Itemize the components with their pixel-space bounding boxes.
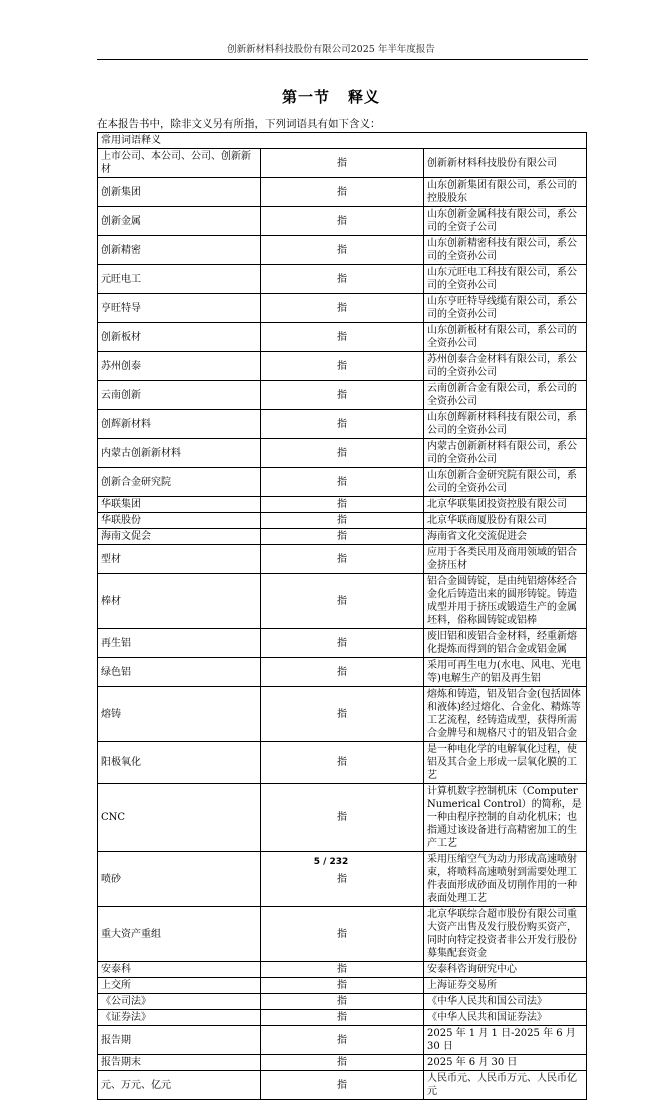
term-cell: 创辉新材料: [98, 410, 261, 439]
table-row: [98, 381, 587, 410]
ref-cell: 指: [261, 658, 424, 687]
table-row: [98, 978, 587, 994]
ref-cell: 指: [261, 513, 424, 529]
table-row: [98, 742, 587, 784]
term-cell: 上市公司、本公司、公司、创新新材: [98, 149, 261, 178]
table-row: [98, 207, 587, 236]
table-row: [98, 545, 587, 574]
term-cell: 阳极氧化: [98, 742, 261, 784]
definition-cell: 山东创新板材有限公司，系公司的全资孙公司: [424, 323, 587, 352]
table-row: [98, 1055, 587, 1071]
definition-cell: 2025 年 1 月 1 日-2025 年 6 月 30 日: [424, 1026, 587, 1055]
table-row: [98, 962, 587, 978]
header-divider: [97, 59, 588, 60]
ref-cell: 指: [261, 994, 424, 1010]
term-cell: 安泰科: [98, 962, 261, 978]
definition-cell: 北京华联商厦股份有限公司: [424, 513, 587, 529]
table-row: [98, 323, 587, 352]
table-row: [98, 574, 587, 629]
table-row: [98, 629, 587, 658]
ref-cell: 指: [261, 1055, 424, 1071]
term-cell: 报告期: [98, 1026, 261, 1055]
ref-cell: 指: [261, 784, 424, 852]
ref-cell: 指: [261, 352, 424, 381]
term-cell: 创新集团: [98, 178, 261, 207]
term-cell: 亨旺特导: [98, 294, 261, 323]
ref-cell: 指: [261, 574, 424, 629]
table-row: [98, 907, 587, 962]
term-cell: 绿色铝: [98, 658, 261, 687]
term-cell: 苏州创泰: [98, 352, 261, 381]
definition-cell: 是一种电化学的电解氧化过程，使铝及其合金上形成一层氧化膜的工艺: [424, 742, 587, 784]
table-row: [98, 497, 587, 513]
term-cell: 华联股份: [98, 513, 261, 529]
term-cell: 云南创新: [98, 381, 261, 410]
table-row: [98, 687, 587, 742]
definition-cell: 铝合金圆铸锭，是由纯铝熔体经合金化后铸造出来的圆形铸锭。铸造成型并用于挤压或锻造生产的金属坯料，俗称圆铸锭或铝棒: [424, 574, 587, 629]
term-cell: 《公司法》: [98, 994, 261, 1010]
ref-cell: 指: [261, 687, 424, 742]
term-cell: 再生铝: [98, 629, 261, 658]
table-heading-row: [98, 133, 587, 149]
definition-cell: 人民币元、人民币万元、人民币亿元: [424, 1071, 587, 1100]
table-row: [98, 1071, 587, 1100]
table-row: [98, 529, 587, 545]
term-cell: 创新板材: [98, 323, 261, 352]
ref-cell: 指: [261, 529, 424, 545]
ref-cell: 指: [261, 1010, 424, 1026]
ref-cell: 指: [261, 381, 424, 410]
ref-cell: 指: [261, 545, 424, 574]
ref-cell: 指: [261, 978, 424, 994]
table-row: [98, 784, 587, 852]
ref-cell: 指: [261, 742, 424, 784]
ref-cell: 指: [261, 178, 424, 207]
definition-cell: 上海证券交易所: [424, 978, 587, 994]
definition-cell: 云南创新合金有限公司，系公司的全资孙公司: [424, 381, 587, 410]
definition-cell: 内蒙古创新新材料有限公司，系公司的全资孙公司: [424, 439, 587, 468]
table-heading: 常用词语释义: [98, 133, 587, 149]
ref-cell: 指: [261, 1026, 424, 1055]
ref-cell: 指: [261, 410, 424, 439]
ref-cell: 指: [261, 907, 424, 962]
definition-cell: 山东创辉新材料科技有限公司，系公司的全资孙公司: [424, 410, 587, 439]
definition-cell: 山东亨旺特导线缆有限公司，系公司的全资孙公司: [424, 294, 587, 323]
definition-cell: 北京华联综合超市股份有限公司重大资产出售及发行股份购买资产，同时向特定投资者非公开发行股份募集配套资金: [424, 907, 587, 962]
section-number: 第一节: [281, 88, 330, 106]
definition-cell: 山东创新金属科技有限公司，系公司的全资子公司: [424, 207, 587, 236]
definition-cell: 山东元旺电工科技有限公司，系公司的全资孙公司: [424, 265, 587, 294]
table-row: [98, 265, 587, 294]
intro-text: 在本报告书中，除非文义另有所指，下列词语具有如下含义：: [97, 118, 381, 130]
definition-cell: 计算机数字控制机床（Computer Numerical Control）的简称，是一种由程序控制的自动化机床；也指通过该设备进行高精密加工的生产工艺: [424, 784, 587, 852]
ref-cell: 指: [261, 962, 424, 978]
table-row: [98, 994, 587, 1010]
term-cell: 元、万元、亿元: [98, 1071, 261, 1100]
ref-cell: 指: [261, 497, 424, 513]
definition-cell: 安泰科咨询研究中心: [424, 962, 587, 978]
table-row: [98, 410, 587, 439]
term-cell: 棒材: [98, 574, 261, 629]
term-cell: 创新合金研究院: [98, 468, 261, 497]
ref-cell: 指: [261, 1071, 424, 1100]
section-name: 释义: [348, 88, 381, 106]
definition-cell: 北京华联集团投资控股有限公司: [424, 497, 587, 513]
table-row: [98, 468, 587, 497]
glossary-table: [97, 132, 587, 1100]
table-row: [98, 513, 587, 529]
term-cell: 熔铸: [98, 687, 261, 742]
term-cell: 创新精密: [98, 236, 261, 265]
definition-cell: 海南省文化交流促进会: [424, 529, 587, 545]
term-cell: 喷砂: [98, 852, 261, 907]
definition-cell: 应用于各类民用及商用领域的铝合金挤压材: [424, 545, 587, 574]
ref-cell: 指: [261, 149, 424, 178]
ref-cell: 指: [261, 294, 424, 323]
table-row: [98, 1026, 587, 1055]
term-cell: 元旺电工: [98, 265, 261, 294]
term-cell: 《证券法》: [98, 1010, 261, 1026]
ref-cell: 指: [261, 236, 424, 265]
table-row: [98, 352, 587, 381]
ref-cell: 指: [261, 629, 424, 658]
term-cell: CNC: [98, 784, 261, 852]
ref-cell: 指: [261, 265, 424, 294]
table-row: [98, 1010, 587, 1026]
term-cell: 华联集团: [98, 497, 261, 513]
definition-cell: 熔炼和铸造，铝及铝合金(包括固体和液体)经过熔化、合金化、精炼等工艺流程，经铸造成型，获得所需合金牌号和规格尺寸的铝及铝合金: [424, 687, 587, 742]
term-cell: 报告期末: [98, 1055, 261, 1071]
definition-cell: 山东创新精密科技有限公司，系公司的全资孙公司: [424, 236, 587, 265]
ref-cell: 指: [261, 468, 424, 497]
definition-cell: 采用压缩空气为动力形成高速喷射束，将喷料高速喷射到需要处理工件表面形成砂面及切削作用的一种表面处理工艺: [424, 852, 587, 907]
definition-cell: 废旧铝和废铝合金材料，经重新熔化提炼而得到的铝合金或铝金属: [424, 629, 587, 658]
definition-cell: 山东创新集团有限公司，系公司的控股股东: [424, 178, 587, 207]
term-cell: 型材: [98, 545, 261, 574]
ref-cell: 指: [261, 852, 424, 907]
definition-cell: 山东创新合金研究院有限公司，系公司的全资孙公司: [424, 468, 587, 497]
ref-cell: 指: [261, 439, 424, 468]
ref-cell: 指: [261, 323, 424, 352]
term-cell: 创新金属: [98, 207, 261, 236]
page-header: 创新新材料科技股份有限公司2025 年半年度报告: [227, 44, 435, 55]
ref-cell: 指: [261, 207, 424, 236]
term-cell: 内蒙古创新新材料: [98, 439, 261, 468]
page-number: 5 / 232: [313, 857, 349, 867]
table-row: [98, 658, 587, 687]
table-row: [98, 294, 587, 323]
term-cell: 海南文促会: [98, 529, 261, 545]
definition-cell: 苏州创泰合金材料有限公司，系公司的全资孙公司: [424, 352, 587, 381]
term-cell: 重大资产重组: [98, 907, 261, 962]
definition-cell: 《中华人民共和国公司法》: [424, 994, 587, 1010]
term-cell: 上交所: [98, 978, 261, 994]
table-row: [98, 236, 587, 265]
table-row: [98, 439, 587, 468]
table-row: [98, 149, 587, 178]
definition-cell: 创新新材料科技股份有限公司: [424, 149, 587, 178]
definition-cell: 采用可再生电力(水电、风电、光电等)电解生产的铝及再生铝: [424, 658, 587, 687]
definition-cell: 《中华人民共和国证券法》: [424, 1010, 587, 1026]
table-row: [98, 178, 587, 207]
definition-cell: 2025 年 6 月 30 日: [424, 1055, 587, 1071]
section-title: [0, 86, 662, 107]
